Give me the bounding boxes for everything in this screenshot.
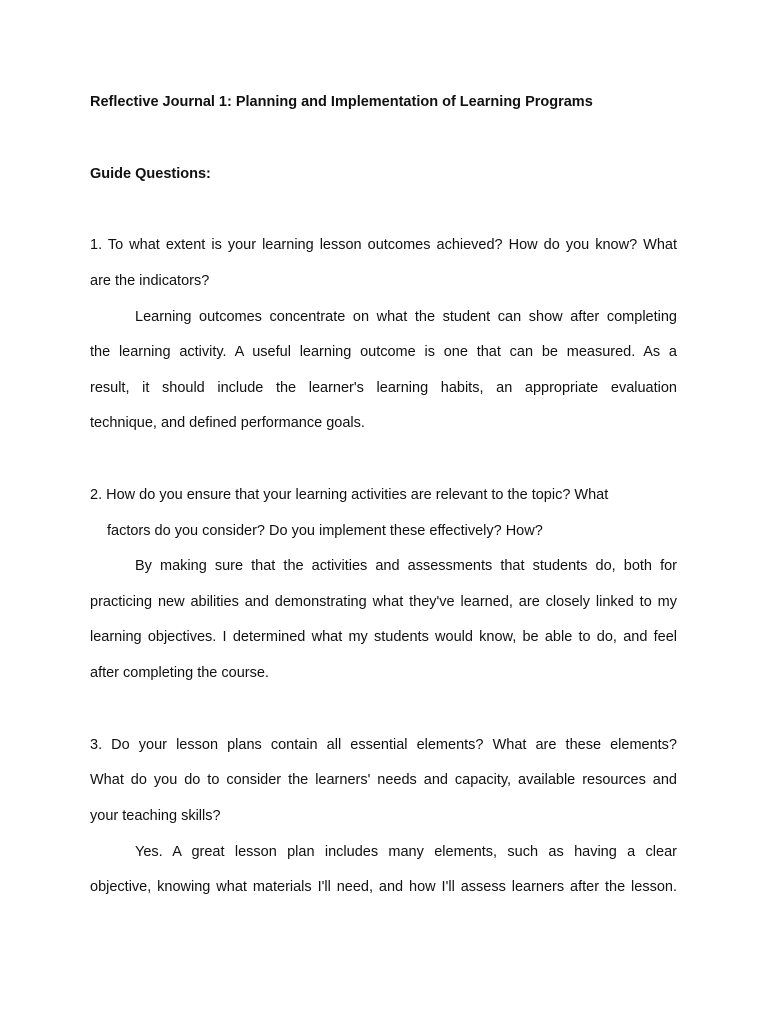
answer-1-line-4: technique, and defined performance goals. [90,415,365,431]
answer-1-line-2: the learning activity. A useful learning outcome is one that can be measured. As a [90,344,677,360]
answer-2-line-3: learning objectives. I determined what my students would know, be able to do, and feel [90,629,677,645]
question-3-line-2: What do you do to consider the learners' needs and capacity, available resources and [90,772,677,788]
document-page [90,0,677,1024]
answer-2-line-1: By making sure that the activities and assessments that students do, both for [135,558,677,574]
document-title: Reflective Journal 1: Planning and Implementation of Learning Programs [90,94,593,110]
question-2-line-1: 2. How do you ensure that your learning activities are relevant to the topic? What [90,487,609,503]
answer-2-line-4: after completing the course. [90,665,269,681]
answer-3-line-2: objective, knowing what materials I'll need, and how I'll assess learners after the lesson. [90,879,677,895]
question-1-line-1: 1. To what extent is your learning lesson outcomes achieved? How do you know? What [90,237,677,253]
answer-3-line-1: Yes. A great lesson plan includes many elements, such as having a clear [135,844,677,860]
answer-1-line-1: Learning outcomes concentrate on what the student can show after completing [135,309,677,325]
question-2-line-2: factors do you consider? Do you implement these effectively? How? [107,523,543,539]
question-1-line-2: are the indicators? [90,273,210,289]
question-3-line-1: 3. Do your lesson plans contain all essential elements? What are these elements? [90,737,677,753]
answer-1-line-3: result, it should include the learner's learning habits, an appropriate evaluation [90,380,677,396]
answer-2-line-2: practicing new abilities and demonstrating what they've learned, are closely linked to my [90,594,677,610]
guide-questions-heading: Guide Questions: [90,166,211,182]
question-3-line-3: your teaching skills? [90,808,221,824]
